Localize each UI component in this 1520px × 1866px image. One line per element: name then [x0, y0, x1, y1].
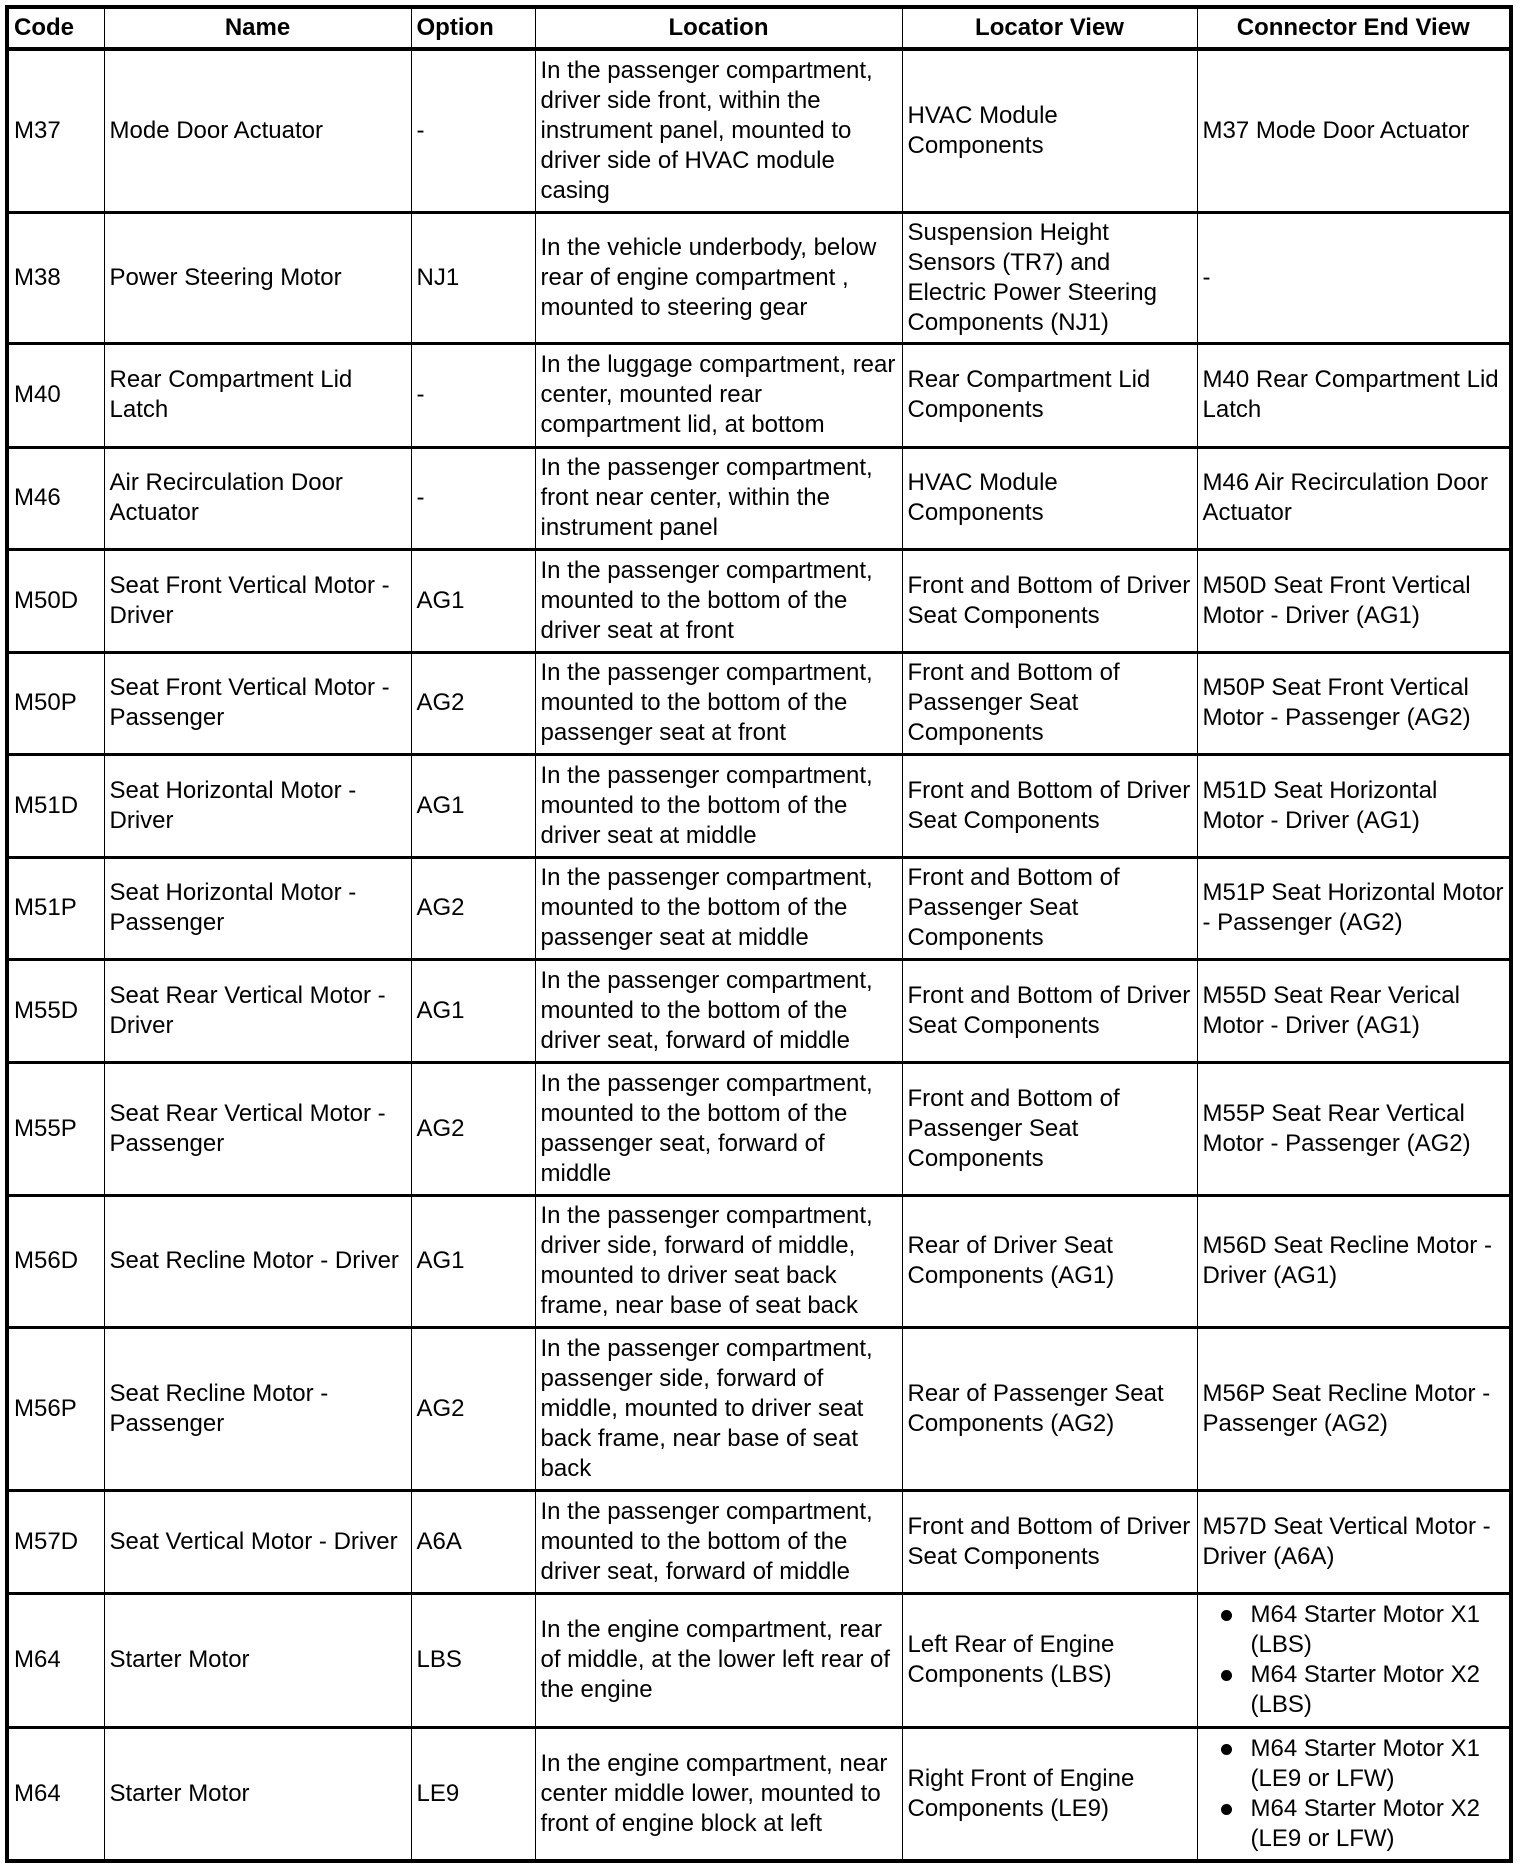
- table-header: [7, 7, 1511, 49]
- cell-name: Seat Front Vertical Motor - Passenger: [104, 652, 411, 754]
- table-row: [7, 212, 1511, 343]
- header-code: Code: [7, 7, 104, 49]
- connector-item[interactable]: [1203, 1734, 1505, 1794]
- cell-location: In the passenger compartment, mounted to the bottom of the driver seat at front: [535, 549, 902, 652]
- table-row: [7, 652, 1511, 754]
- cell-locator-view[interactable]: Front and Bottom of Driver Seat Components: [902, 549, 1197, 652]
- cell-code: M56D: [7, 1195, 104, 1327]
- cell-connector-end-view: [1197, 1727, 1511, 1861]
- cell-name: Seat Front Vertical Motor - Driver: [104, 549, 411, 652]
- cell-code: M37: [7, 49, 104, 212]
- cell-location: In the passenger compartment, mounted to the bottom of the driver seat, forward of middle: [535, 959, 902, 1062]
- cell-option: LE9: [411, 1727, 535, 1861]
- cell-option: LBS: [411, 1593, 535, 1727]
- cell-code: M51P: [7, 857, 104, 959]
- cell-name: Seat Recline Motor - Driver: [104, 1195, 411, 1327]
- cell-connector-end-view[interactable]: M56P Seat Recline Motor - Passenger (AG2): [1197, 1327, 1511, 1490]
- cell-code: M51D: [7, 754, 104, 857]
- cell-locator-view[interactable]: Left Rear of Engine Components (LBS): [902, 1593, 1197, 1727]
- cell-option: AG2: [411, 1327, 535, 1490]
- cell-code: M50P: [7, 652, 104, 754]
- cell-name: Seat Horizontal Motor - Passenger: [104, 857, 411, 959]
- cell-name: Seat Recline Motor - Passenger: [104, 1327, 411, 1490]
- header-locator-view: Locator View: [902, 7, 1197, 49]
- cell-connector-end-view[interactable]: M40 Rear Compartment Lid Latch: [1197, 343, 1511, 447]
- cell-connector-end-view[interactable]: M56D Seat Recline Motor - Driver (AG1): [1197, 1195, 1511, 1327]
- cell-connector-end-view[interactable]: M50D Seat Front Vertical Motor - Driver (AG1): [1197, 549, 1511, 652]
- cell-location: In the passenger compartment, mounted to the bottom of the driver seat, forward of middle: [535, 1490, 902, 1593]
- bullet-icon: [1221, 1670, 1232, 1681]
- cell-locator-view[interactable]: HVAC Module Components: [902, 49, 1197, 212]
- cell-code: M64: [7, 1727, 104, 1861]
- cell-option: NJ1: [411, 212, 535, 343]
- cell-connector-end-view[interactable]: M51P Seat Horizontal Motor - Passenger (AG2): [1197, 857, 1511, 959]
- cell-locator-view[interactable]: Rear of Driver Seat Components (AG1): [902, 1195, 1197, 1327]
- cell-name: Seat Vertical Motor - Driver: [104, 1490, 411, 1593]
- table-row: [7, 857, 1511, 959]
- cell-option: AG1: [411, 754, 535, 857]
- table-row: [7, 1327, 1511, 1490]
- connector-item[interactable]: [1203, 1600, 1505, 1660]
- table-row: [7, 549, 1511, 652]
- cell-code: M57D: [7, 1490, 104, 1593]
- table-row: [7, 1727, 1511, 1861]
- cell-locator-view[interactable]: Front and Bottom of Passenger Seat Components: [902, 1062, 1197, 1195]
- cell-connector-end-view: [1197, 1593, 1511, 1727]
- bullet-icon: [1221, 1610, 1232, 1621]
- cell-name: Power Steering Motor: [104, 212, 411, 343]
- cell-location: In the engine compartment, rear of middle, at the lower left rear of the engine: [535, 1593, 902, 1727]
- cell-location: In the passenger compartment, mounted to the bottom of the passenger seat, forward of middle: [535, 1062, 902, 1195]
- table-row: [7, 754, 1511, 857]
- table-row: [7, 1062, 1511, 1195]
- connector-list: [1203, 1734, 1505, 1854]
- cell-name: Seat Rear Vertical Motor - Passenger: [104, 1062, 411, 1195]
- cell-code: M50D: [7, 549, 104, 652]
- cell-connector-end-view[interactable]: M57D Seat Vertical Motor - Driver (A6A): [1197, 1490, 1511, 1593]
- cell-option: -: [411, 343, 535, 447]
- cell-code: M55P: [7, 1062, 104, 1195]
- cell-location: In the passenger compartment, passenger side, forward of middle, mounted to driver seat back frame, near base of seat back: [535, 1327, 902, 1490]
- cell-location: In the passenger compartment, driver side, forward of middle, mounted to driver seat back frame, near base of seat back: [535, 1195, 902, 1327]
- cell-location: In the passenger compartment, driver side front, within the instrument panel, mounted to driver side of HVAC module casing: [535, 49, 902, 212]
- cell-code: M55D: [7, 959, 104, 1062]
- cell-locator-view[interactable]: Rear Compartment Lid Components: [902, 343, 1197, 447]
- header-name: Name: [104, 7, 411, 49]
- cell-locator-view[interactable]: Front and Bottom of Passenger Seat Components: [902, 857, 1197, 959]
- connector-label: M64 Starter Motor X1 (LE9 or LFW): [1250, 1734, 1480, 1792]
- component-locator-table: [5, 5, 1513, 1863]
- cell-option: -: [411, 447, 535, 549]
- cell-name: Seat Rear Vertical Motor - Driver: [104, 959, 411, 1062]
- connector-label: M64 Starter Motor X2 (LBS): [1250, 1661, 1480, 1718]
- cell-code: M38: [7, 212, 104, 343]
- cell-name: Starter Motor: [104, 1593, 411, 1727]
- cell-location: In the luggage compartment, rear center, mounted rear compartment lid, at bottom: [535, 343, 902, 447]
- cell-connector-end-view[interactable]: M46 Air Recirculation Door Actuator: [1197, 447, 1511, 549]
- cell-location: In the passenger compartment, front near center, within the instrument panel: [535, 447, 902, 549]
- bullet-icon: [1221, 1744, 1232, 1755]
- header-location: Location: [535, 7, 902, 49]
- cell-locator-view[interactable]: Suspension Height Sensors (TR7) and Electric Power Steering Components (NJ1): [902, 212, 1197, 343]
- cell-code: M64: [7, 1593, 104, 1727]
- cell-option: AG2: [411, 857, 535, 959]
- cell-locator-view[interactable]: Front and Bottom of Driver Seat Components: [902, 1490, 1197, 1593]
- header-connector-end-view: Connector End View: [1197, 7, 1511, 49]
- header-row: [7, 7, 1511, 49]
- cell-name: Seat Horizontal Motor - Driver: [104, 754, 411, 857]
- cell-connector-end-view[interactable]: M55P Seat Rear Vertical Motor - Passenger (AG2): [1197, 1062, 1511, 1195]
- cell-location: In the vehicle underbody, below rear of engine compartment , mounted to steering gear: [535, 212, 902, 343]
- cell-code: M46: [7, 447, 104, 549]
- cell-option: A6A: [411, 1490, 535, 1593]
- cell-name: Rear Compartment Lid Latch: [104, 343, 411, 447]
- connector-item[interactable]: [1203, 1660, 1505, 1720]
- cell-locator-view[interactable]: HVAC Module Components: [902, 447, 1197, 549]
- connector-label: M64 Starter Motor X2 (LE9 or LFW): [1250, 1794, 1480, 1852]
- cell-locator-view[interactable]: Front and Bottom of Passenger Seat Components: [902, 652, 1197, 754]
- cell-connector-end-view[interactable]: M51D Seat Horizontal Motor - Driver (AG1): [1197, 754, 1511, 857]
- connector-label: M64 Starter Motor X1 (LBS): [1250, 1601, 1480, 1658]
- header-option: Option: [411, 7, 535, 49]
- cell-location: In the engine compartment, near center middle lower, mounted to front of engine block at left: [535, 1727, 902, 1861]
- table-body: [7, 49, 1511, 1861]
- table-row: [7, 959, 1511, 1062]
- cell-connector-end-view[interactable]: M55D Seat Rear Verical Motor - Driver (AG1): [1197, 959, 1511, 1062]
- table-row: [7, 1490, 1511, 1593]
- table-row: [7, 343, 1511, 447]
- cell-option: AG1: [411, 959, 535, 1062]
- cell-code: M40: [7, 343, 104, 447]
- cell-locator-view[interactable]: Front and Bottom of Driver Seat Components: [902, 959, 1197, 1062]
- bullet-icon: [1221, 1804, 1232, 1815]
- cell-code: M56P: [7, 1327, 104, 1490]
- cell-name: Starter Motor: [104, 1727, 411, 1861]
- cell-option: AG2: [411, 1062, 535, 1195]
- cell-locator-view[interactable]: Front and Bottom of Driver Seat Components: [902, 754, 1197, 857]
- cell-connector-end-view[interactable]: M37 Mode Door Actuator: [1197, 49, 1511, 212]
- table-row: [7, 1593, 1511, 1727]
- connector-item[interactable]: [1203, 1794, 1505, 1854]
- cell-locator-view[interactable]: Right Front of Engine Components (LE9): [902, 1727, 1197, 1861]
- cell-option: AG1: [411, 549, 535, 652]
- cell-option: -: [411, 49, 535, 212]
- table-row: [7, 447, 1511, 549]
- cell-name: Air Recirculation Door Actuator: [104, 447, 411, 549]
- cell-location: In the passenger compartment, mounted to the bottom of the passenger seat at middle: [535, 857, 902, 959]
- cell-name: Mode Door Actuator: [104, 49, 411, 212]
- cell-location: In the passenger compartment, mounted to the bottom of the driver seat at middle: [535, 754, 902, 857]
- cell-connector-end-view: -: [1197, 212, 1511, 343]
- connector-list: [1203, 1600, 1505, 1720]
- cell-connector-end-view[interactable]: M50P Seat Front Vertical Motor - Passenger (AG2): [1197, 652, 1511, 754]
- cell-option: AG2: [411, 652, 535, 754]
- cell-location: In the passenger compartment, mounted to the bottom of the passenger seat at front: [535, 652, 902, 754]
- cell-option: AG1: [411, 1195, 535, 1327]
- table-row: [7, 1195, 1511, 1327]
- table-row: [7, 49, 1511, 212]
- cell-locator-view[interactable]: Rear of Passenger Seat Components (AG2): [902, 1327, 1197, 1490]
